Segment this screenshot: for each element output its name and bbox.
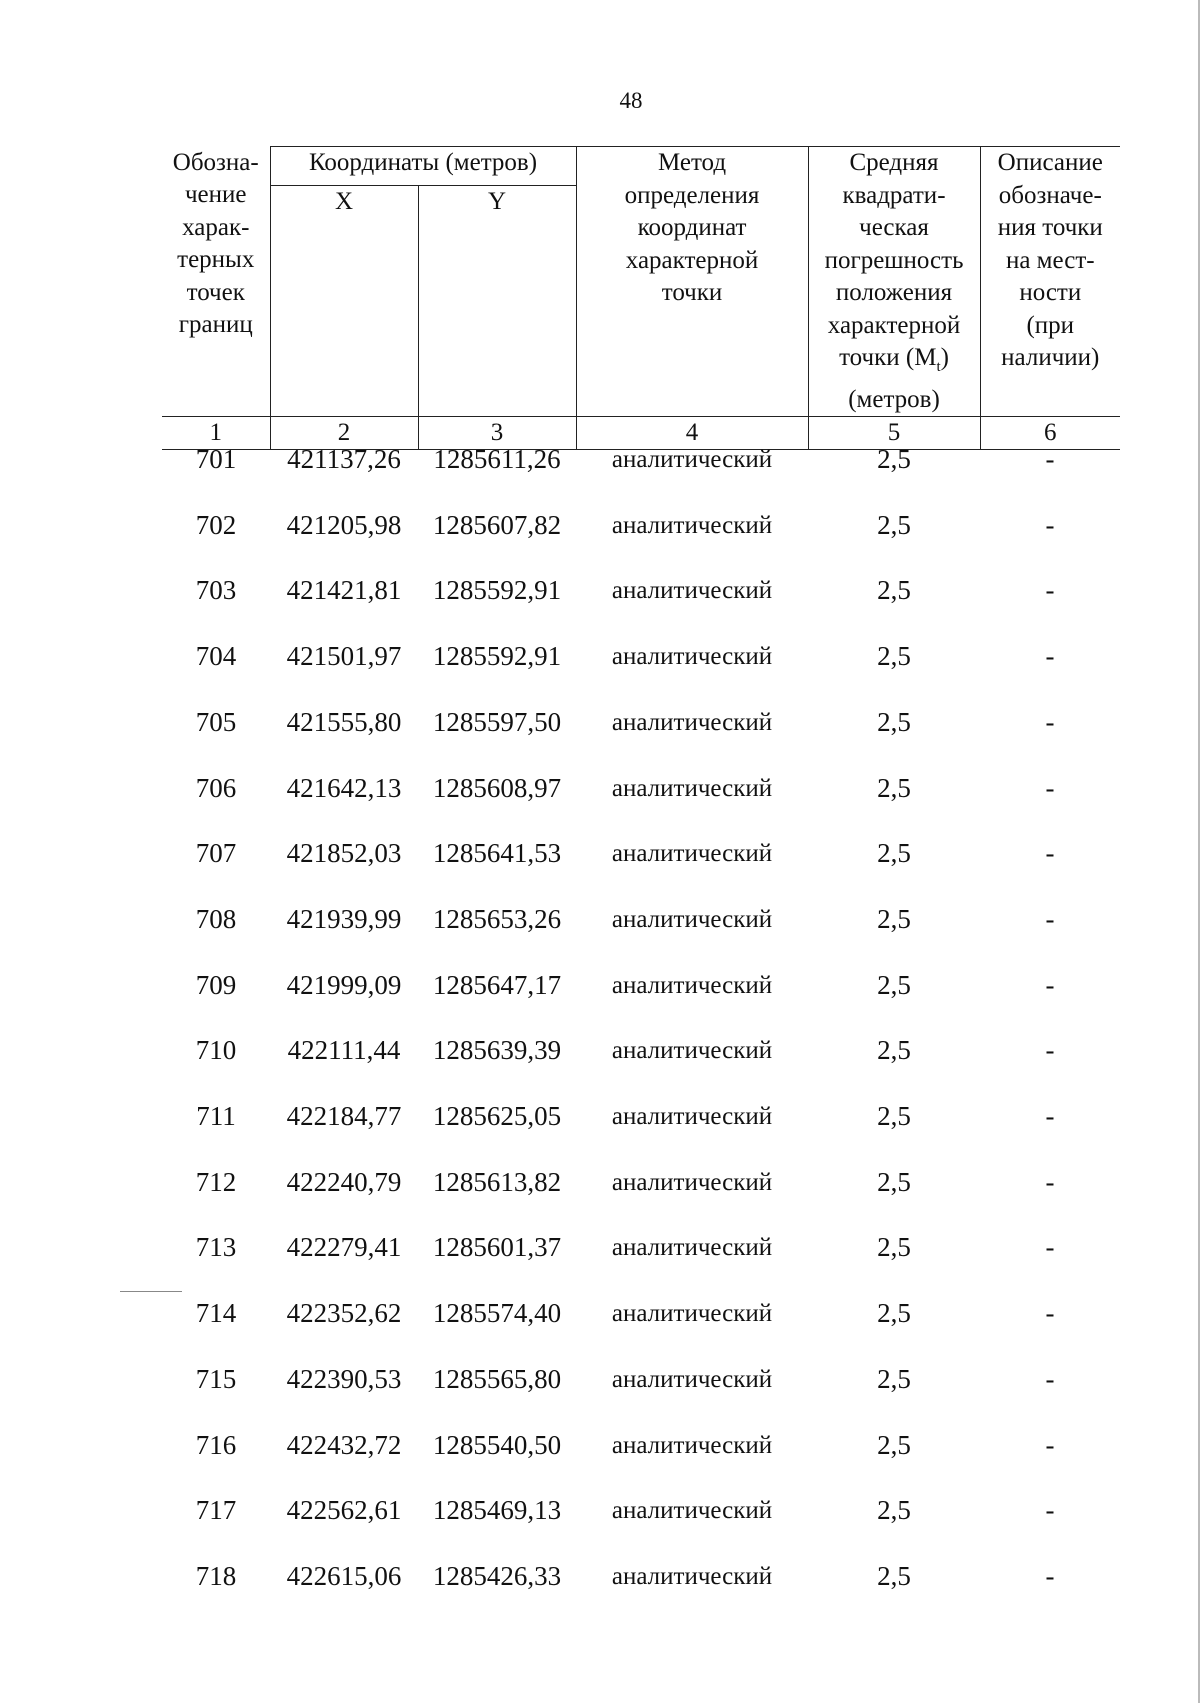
table-row [162,1561,1120,1601]
table-row [162,1232,1120,1272]
description: - [1045,970,1055,1000]
table-row [162,1101,1120,1141]
coord-x: 421999,09 [286,970,402,1000]
description: - [1045,1035,1055,1065]
header-line: точек [186,278,245,306]
table-row [162,1298,1120,1338]
description: - [1045,510,1055,540]
point-id: 702 [195,510,237,540]
header-line: ности [1019,279,1082,306]
method: аналитический [611,1366,773,1393]
header-line: положения [835,279,953,306]
header-line: (метров) [848,385,940,413]
rms-error: 2,5 [877,970,911,1000]
mt-close: ) [940,344,949,371]
coord-y: 1285647,17 [432,970,562,1000]
header-point-designation [162,147,270,417]
coord-y: 1285574,40 [432,1298,562,1328]
table-row [162,641,1120,681]
header-coordinates: Координаты (метров) [270,147,576,186]
page-number: 48 [619,88,643,113]
table-row [162,1035,1120,1075]
point-id: 705 [195,707,237,737]
header-line: погрешность [824,246,964,274]
description: - [1045,1430,1055,1460]
header-rms-error [808,147,980,417]
rms-error: 2,5 [877,575,911,605]
header-line: характерной [625,246,759,274]
method: аналитический [611,840,773,867]
coord-x: 422111,44 [287,1035,401,1065]
header-line: харак- [182,213,250,241]
description: - [1045,1101,1055,1131]
header-line: Описание [997,149,1103,176]
rms-error: 2,5 [877,1298,911,1328]
coord-y: 1285625,05 [432,1101,562,1131]
description: - [1045,773,1055,803]
header-line: Метод [657,149,727,176]
method: аналитический [611,512,773,539]
coord-y: 1285641,53 [432,838,562,868]
method: аналитический [611,1432,773,1459]
coord-x: 421501,97 [286,641,402,671]
rms-error: 2,5 [877,1430,911,1460]
header-description [980,147,1120,417]
column-number: 5 [808,417,980,450]
coord-y: 1285613,82 [432,1167,562,1197]
coord-x: 422562,61 [286,1495,402,1525]
coord-y: 1285540,50 [432,1430,562,1460]
point-id: 716 [195,1430,237,1460]
header-line: Средняя [849,149,939,176]
rms-error: 2,5 [877,1167,911,1197]
description: - [1045,575,1055,605]
coord-x: 422184,77 [286,1101,402,1131]
method: аналитический [611,1563,773,1590]
method: аналитический [611,1037,773,1064]
coord-y: 1285639,39 [432,1035,562,1065]
margin-mark [120,1291,182,1292]
method: аналитический [611,643,773,670]
table-row [162,970,1120,1010]
coord-y: 1285592,91 [432,641,562,671]
rms-error: 2,5 [877,1364,911,1394]
header-line: характерной [827,311,961,339]
description: - [1045,444,1055,474]
method: аналитический [611,1103,773,1130]
table-row [162,773,1120,813]
method: аналитический [611,1497,773,1524]
coord-y: 1285607,82 [432,510,562,540]
coord-x: 421205,98 [286,510,402,540]
header-method [576,147,808,417]
method: аналитический [611,1169,773,1196]
method: аналитический [611,1300,773,1327]
point-id: 708 [195,904,237,934]
coord-x: 421137,26 [287,444,401,474]
description: - [1045,1167,1055,1197]
header-y: Y [418,186,576,417]
point-id: 715 [195,1364,237,1394]
rms-error: 2,5 [877,707,911,737]
coord-x: 422279,41 [286,1232,402,1262]
point-id: 709 [195,970,237,1000]
column-number: 4 [576,417,808,450]
coord-x: 421939,99 [286,904,402,934]
description: - [1045,1561,1055,1591]
header-line: обозначе- [998,181,1102,209]
header-line: наличии) [1001,344,1100,371]
rms-error: 2,5 [877,838,911,868]
table-row [162,1495,1120,1535]
column-number: 1 [162,417,270,450]
description: - [1045,641,1055,671]
method: аналитический [611,446,773,473]
point-id: 706 [195,773,237,803]
header-line: чение [184,181,247,208]
description: - [1045,1232,1055,1262]
header-line: определения [624,181,760,209]
coord-x: 422432,72 [286,1430,402,1460]
description: - [1045,838,1055,868]
method: аналитический [611,972,773,999]
coord-y: 1285592,91 [432,575,562,605]
rms-error: 2,5 [877,1495,911,1525]
coord-x: 422390,53 [286,1364,402,1394]
table-row [162,707,1120,747]
header-line-mt [809,342,980,384]
coord-x: 422615,06 [286,1561,402,1591]
point-id: 703 [195,575,237,605]
description: - [1045,707,1055,737]
point-id: 714 [195,1298,237,1328]
method: аналитический [611,906,773,933]
coord-y: 1285565,80 [432,1364,562,1394]
coord-x: 421852,03 [286,838,402,868]
header-line: на мест- [1005,246,1095,274]
point-id: 717 [195,1495,237,1525]
point-id: 711 [196,1101,236,1131]
method: аналитический [611,1234,773,1261]
header-line: Обозна- [172,148,259,176]
point-id: 710 [195,1035,237,1065]
header-line: точки [661,279,723,306]
coord-x: 421555,80 [286,707,402,737]
rms-error: 2,5 [877,1232,911,1262]
rms-error: 2,5 [877,444,911,474]
coord-x: 421642,13 [286,773,402,803]
method: аналитический [611,577,773,604]
rms-error: 2,5 [877,1035,911,1065]
rms-error: 2,5 [877,1101,911,1131]
table-row [162,510,1120,550]
table-row [162,904,1120,944]
header-line: границ [178,311,253,338]
header-line: координат [637,214,747,241]
coordinates-table-header [162,146,1120,450]
method: аналитический [611,775,773,802]
coord-y: 1285426,33 [432,1561,562,1591]
method: аналитический [611,709,773,736]
rms-error: 2,5 [877,1561,911,1591]
description: - [1045,1495,1055,1525]
point-id: 701 [195,444,237,474]
header-line: терных [177,246,255,273]
coord-y: 1285597,50 [432,707,562,737]
rms-error: 2,5 [877,510,911,540]
table-row [162,1167,1120,1207]
point-id: 707 [195,838,237,868]
table-row [162,1364,1120,1404]
coord-x: 422240,79 [286,1167,402,1197]
description: - [1045,1364,1055,1394]
column-number: 3 [418,417,576,450]
point-id: 718 [195,1561,237,1591]
description: - [1045,904,1055,934]
table-row [162,838,1120,878]
mt-subscript: t [936,359,941,375]
column-number: 6 [980,417,1120,450]
column-number: 2 [270,417,418,450]
rms-error: 2,5 [877,773,911,803]
coord-y: 1285653,26 [432,904,562,934]
point-id: 713 [195,1232,237,1262]
table-row [162,575,1120,615]
coord-x: 422352,62 [286,1298,402,1328]
coord-x: 421421,81 [286,575,402,605]
header-line: (при [1026,311,1075,339]
point-id: 712 [195,1167,237,1197]
coord-y: 1285608,97 [432,773,562,803]
coord-y: 1285601,37 [432,1232,562,1262]
header-line: квадрати- [842,181,946,209]
mt-label: точки (M [839,344,937,371]
rms-error: 2,5 [877,641,911,671]
table-row [162,444,1120,484]
rms-error: 2,5 [877,904,911,934]
header-line: ния точки [997,214,1103,241]
point-id: 704 [195,641,237,671]
table-row [162,1430,1120,1470]
header-line: ческая [859,214,929,241]
coord-y: 1285611,26 [433,444,561,474]
coord-y: 1285469,13 [432,1495,562,1525]
header-x: X [270,186,418,417]
description: - [1045,1298,1055,1328]
